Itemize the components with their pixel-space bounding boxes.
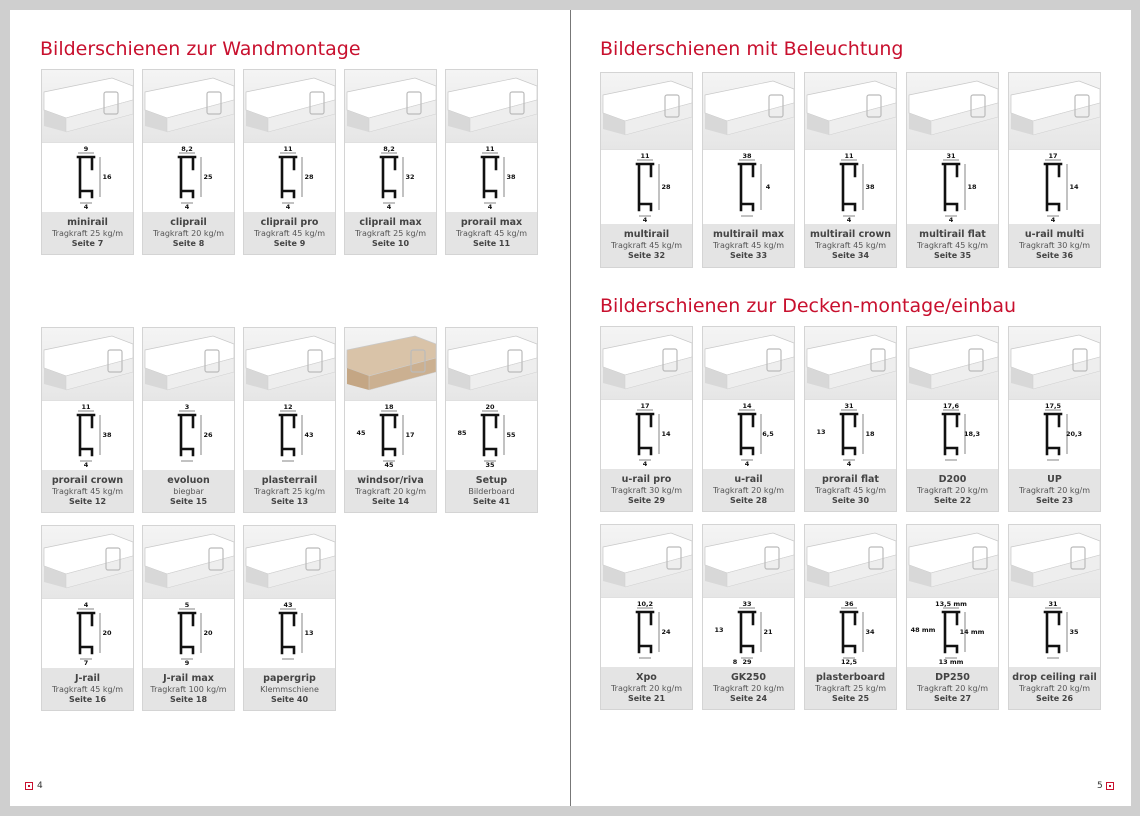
product-page-ref[interactable]: Seite 12 [68, 497, 107, 506]
product-load: Tragkraft 45 kg/m [916, 241, 989, 250]
right-page-title-lighting: Bilderschienen mit Beleuchtung [600, 38, 904, 60]
product-page-ref[interactable]: Seite 25 [831, 694, 870, 703]
product-name: prorail flat [822, 474, 879, 485]
product-page-ref[interactable]: Seite 41 [472, 497, 511, 506]
dimension-label: 4 [487, 203, 493, 211]
product-load: Tragkraft 25 kg/m [253, 487, 326, 496]
product-card[interactable] [41, 327, 134, 513]
product-label [805, 667, 896, 709]
dimension-label: 32 [405, 173, 415, 181]
product-photo [805, 525, 896, 597]
product-page-ref[interactable]: Seite 35 [933, 251, 972, 260]
product-page-ref[interactable]: Seite 28 [729, 496, 768, 505]
dimension-label: 9 [184, 659, 190, 667]
product-photo [143, 526, 234, 598]
dimension-label: 21 [763, 628, 773, 636]
dimension-label: 20 [102, 629, 112, 637]
dimension-label: 4 [765, 183, 771, 191]
product-card[interactable] [702, 72, 795, 268]
product-label [143, 470, 234, 512]
product-card[interactable] [804, 326, 897, 512]
dimension-label: 38 [865, 183, 875, 191]
product-label [244, 668, 335, 710]
product-name: multirail flat [919, 229, 986, 240]
product-card[interactable] [1008, 72, 1101, 268]
dimension-label: 8,2 [383, 145, 395, 153]
product-page-ref[interactable]: Seite 10 [371, 239, 410, 248]
dimension-label: 8 [732, 658, 738, 666]
product-photo [1009, 525, 1100, 597]
product-photo [42, 328, 133, 400]
product-page-ref[interactable]: Seite 14 [371, 497, 410, 506]
product-load: Bilderboard [468, 487, 515, 496]
profile-drawing [805, 149, 896, 226]
product-photo [244, 328, 335, 400]
product-card[interactable] [804, 524, 897, 710]
product-name: u-rail multi [1024, 229, 1085, 240]
product-card[interactable] [243, 327, 336, 513]
product-label [805, 224, 896, 267]
profile-drawing [601, 597, 692, 668]
product-photo [345, 328, 436, 400]
product-card[interactable] [445, 327, 538, 513]
dimension-label: 5 [184, 601, 190, 609]
product-page-ref[interactable]: Seite 36 [1035, 251, 1074, 260]
product-name: prorail crown [51, 475, 124, 486]
product-load: Tragkraft 25 kg/m [814, 684, 887, 693]
dimension-label: 18 [865, 430, 875, 438]
dimension-label: 85 [457, 429, 467, 437]
product-photo [143, 70, 234, 142]
product-photo [703, 327, 794, 399]
product-card[interactable] [243, 525, 336, 711]
dimension-label: 20,3 [1065, 430, 1083, 438]
product-name: cliprail [170, 217, 207, 228]
product-photo [601, 525, 692, 597]
product-label [446, 212, 537, 254]
product-load: Tragkraft 20 kg/m [712, 486, 785, 495]
product-load: Tragkraft 20 kg/m [712, 684, 785, 693]
product-label [703, 469, 794, 511]
product-photo [805, 327, 896, 399]
product-card[interactable] [445, 69, 538, 255]
profile-drawing [446, 400, 537, 471]
product-label [345, 470, 436, 512]
product-photo [345, 70, 436, 142]
dimension-label: 31 [844, 402, 854, 410]
product-card[interactable] [41, 525, 134, 711]
product-page-ref[interactable]: Seite 16 [68, 695, 107, 704]
product-page-ref[interactable]: Seite 33 [729, 251, 768, 260]
dimension-label: 12,5 [840, 658, 858, 666]
dimension-label: 4 [948, 216, 954, 224]
dimension-label: 38 [506, 173, 516, 181]
dimension-label: 33 [742, 600, 752, 608]
profile-drawing [345, 142, 436, 213]
product-name: plasterboard [815, 672, 885, 683]
product-photo [446, 70, 537, 142]
product-load: Tragkraft 30 kg/m [1018, 241, 1091, 250]
product-name: multirail [623, 229, 670, 240]
profile-drawing [244, 598, 335, 669]
product-card[interactable] [344, 327, 437, 513]
product-name: Xpo [636, 672, 657, 683]
product-name: prorail max [460, 217, 523, 228]
product-load: Tragkraft 20 kg/m [916, 684, 989, 693]
product-photo [805, 73, 896, 149]
product-label [907, 469, 998, 511]
product-page-ref[interactable]: Seite 9 [273, 239, 306, 248]
dimension-label: 17 [1048, 152, 1058, 160]
profile-drawing [42, 400, 133, 471]
dimension-label: 18,3 [963, 430, 981, 438]
product-name: DP250 [935, 672, 970, 683]
product-load: Tragkraft 20 kg/m [610, 684, 683, 693]
product-label [143, 212, 234, 254]
dimension-label: 26 [203, 431, 213, 439]
product-name: plasterrail [261, 475, 318, 486]
product-label [907, 224, 998, 267]
dimension-label: 36 [844, 600, 854, 608]
dimension-label: 17 [405, 431, 415, 439]
brand-logo-icon [1106, 782, 1114, 790]
product-name: minirail [67, 217, 108, 228]
dimension-label: 28 [661, 183, 671, 191]
dimension-label: 13 [304, 629, 314, 637]
profile-drawing [907, 399, 998, 470]
product-photo [446, 328, 537, 400]
product-card[interactable] [243, 69, 336, 255]
dimension-label: 45 [356, 429, 366, 437]
product-name: u-rail pro [621, 474, 672, 485]
dimension-label: 11 [640, 152, 650, 160]
dimension-label: 18 [967, 183, 977, 191]
product-card[interactable] [906, 524, 999, 710]
dimension-label: 38 [102, 431, 112, 439]
profile-drawing [143, 598, 234, 669]
product-load: Tragkraft 45 kg/m [51, 685, 124, 694]
product-name: u-rail [734, 474, 763, 485]
dimension-label: 10,2 [636, 600, 654, 608]
product-card[interactable] [702, 326, 795, 512]
product-label [703, 224, 794, 267]
product-photo [1009, 327, 1100, 399]
dimension-label: 14 [742, 402, 752, 410]
profile-drawing [703, 399, 794, 470]
dimension-label: 4 [744, 460, 750, 468]
product-load: Tragkraft 45 kg/m [610, 241, 683, 250]
product-photo [601, 73, 692, 149]
product-card[interactable] [906, 326, 999, 512]
product-page-ref[interactable]: Seite 24 [729, 694, 768, 703]
product-load: Tragkraft 20 kg/m [1018, 486, 1091, 495]
product-card[interactable] [142, 69, 235, 255]
dimension-label: 4 [285, 203, 291, 211]
product-page-ref[interactable]: Seite 29 [627, 496, 666, 505]
product-name: papergrip [263, 673, 316, 684]
product-card[interactable] [906, 72, 999, 268]
product-load: Tragkraft 45 kg/m [253, 229, 326, 238]
product-photo [42, 70, 133, 142]
product-photo [143, 328, 234, 400]
page-number-right: 5 [1097, 781, 1103, 791]
product-page-ref[interactable]: Seite 22 [933, 496, 972, 505]
product-photo [703, 73, 794, 149]
product-load: Klemmschiene [260, 685, 319, 694]
dimension-label: 4 [386, 203, 392, 211]
right-page-title-ceiling: Bilderschienen zur Decken-montage/einbau [600, 295, 1017, 317]
product-load: Tragkraft 100 kg/m [150, 685, 227, 694]
dimension-label: 55 [506, 431, 516, 439]
product-label [244, 212, 335, 254]
product-name: evoluon [167, 475, 210, 486]
dimension-label: 34 [865, 628, 875, 636]
product-load: biegbar [173, 487, 204, 496]
product-load: Tragkraft 30 kg/m [610, 486, 683, 495]
product-photo [601, 327, 692, 399]
dimension-label: 25 [203, 173, 213, 181]
dimension-label: 14 [1069, 183, 1079, 191]
dimension-label: 43 [304, 431, 314, 439]
dimension-label: 11 [283, 145, 293, 153]
dimension-label: 4 [83, 203, 89, 211]
product-page-ref[interactable]: Seite 18 [169, 695, 208, 704]
dimension-label: 11 [81, 403, 91, 411]
product-label [1009, 667, 1100, 709]
product-load: Tragkraft 20 kg/m [354, 487, 427, 496]
product-load: Tragkraft 45 kg/m [712, 241, 785, 250]
product-load: Tragkraft 45 kg/m [814, 241, 887, 250]
product-name: D200 [938, 474, 967, 485]
dimension-label: 24 [661, 628, 671, 636]
product-photo [244, 526, 335, 598]
product-load: Tragkraft 45 kg/m [455, 229, 528, 238]
dimension-label: 4 [846, 216, 852, 224]
dimension-label: 29 [742, 658, 752, 666]
dimension-label: 11 [485, 145, 495, 153]
dimension-label: 13 [816, 428, 826, 436]
profile-drawing [703, 597, 794, 668]
dimension-label: 4 [83, 461, 89, 469]
profile-drawing [1009, 597, 1100, 668]
product-page-ref[interactable]: Seite 32 [627, 251, 666, 260]
product-photo [244, 70, 335, 142]
product-card[interactable] [344, 69, 437, 255]
product-page-ref[interactable]: Seite 27 [933, 694, 972, 703]
product-load: Tragkraft 20 kg/m [152, 229, 225, 238]
product-photo [1009, 73, 1100, 149]
product-load: Tragkraft 45 kg/m [51, 487, 124, 496]
profile-drawing [1009, 149, 1100, 226]
dimension-label: 48 mm [910, 626, 936, 634]
product-label [805, 469, 896, 511]
product-photo [703, 525, 794, 597]
product-page-ref[interactable]: Seite 30 [831, 496, 870, 505]
dimension-label: 17 [640, 402, 650, 410]
dimension-label: 13,5 mm [935, 600, 967, 608]
dimension-label: 4 [642, 216, 648, 224]
product-page-ref[interactable]: Seite 15 [169, 497, 208, 506]
dimension-label: 45 [384, 461, 394, 469]
dimension-label: 13 [714, 626, 724, 634]
product-label [143, 668, 234, 710]
book-spine [570, 10, 571, 806]
profile-drawing [805, 597, 896, 668]
profile-drawing [42, 598, 133, 669]
product-name: J-rail max [163, 673, 214, 684]
product-name: GK250 [731, 672, 766, 683]
dimension-label: 20 [203, 629, 213, 637]
profile-drawing [42, 142, 133, 213]
dimension-label: 14 [661, 430, 671, 438]
dimension-label: 13 mm [938, 658, 964, 666]
dimension-label: 4 [1050, 216, 1056, 224]
profile-drawing [244, 142, 335, 213]
dimension-label: 16 [102, 173, 112, 181]
brand-logo-icon [25, 782, 33, 790]
product-page-ref[interactable]: Seite 13 [270, 497, 309, 506]
dimension-label: 4 [642, 460, 648, 468]
product-name: multirail max [712, 229, 785, 240]
profile-drawing [1009, 399, 1100, 470]
dimension-label: 35 [485, 461, 495, 469]
product-card[interactable] [142, 327, 235, 513]
product-card[interactable] [600, 72, 693, 268]
product-label [907, 667, 998, 709]
product-load: Tragkraft 25 kg/m [51, 229, 124, 238]
dimension-label: 8,2 [181, 145, 193, 153]
profile-drawing [805, 399, 896, 470]
product-card[interactable] [600, 326, 693, 512]
dimension-label: 6,5 [762, 430, 774, 438]
product-name: UP [1047, 474, 1062, 485]
dimension-label: 9 [83, 145, 89, 153]
product-page-ref[interactable]: Seite 34 [831, 251, 870, 260]
product-card[interactable] [142, 525, 235, 711]
product-card[interactable] [804, 72, 897, 268]
product-card[interactable] [41, 69, 134, 255]
left-page-title: Bilderschienen zur Wandmontage [40, 38, 361, 60]
dimension-label: 7 [83, 659, 89, 667]
dimension-label: 20 [485, 403, 495, 411]
dimension-label: 17,5 [1044, 402, 1062, 410]
dimension-label: 38 [742, 152, 752, 160]
product-label [42, 212, 133, 254]
product-name: windsor/riva [357, 475, 424, 486]
profile-drawing [446, 142, 537, 213]
profile-drawing [907, 149, 998, 226]
product-photo [907, 73, 998, 149]
product-label [1009, 224, 1100, 267]
dimension-label: 14 mm [959, 628, 985, 636]
product-page-ref[interactable]: Seite 26 [1035, 694, 1074, 703]
product-label [244, 470, 335, 512]
dimension-label: 35 [1069, 628, 1079, 636]
dimension-label: 4 [83, 601, 89, 609]
dimension-label: 4 [184, 203, 190, 211]
dimension-label: 31 [1048, 600, 1058, 608]
product-page-ref[interactable]: Seite 40 [270, 695, 309, 704]
product-name: drop ceiling rail [1012, 672, 1097, 683]
product-photo [907, 327, 998, 399]
product-name: Setup [475, 475, 508, 486]
product-label [601, 224, 692, 267]
product-card[interactable] [1008, 524, 1101, 710]
product-card[interactable] [702, 524, 795, 710]
product-label [601, 667, 692, 709]
product-load: Tragkraft 20 kg/m [1018, 684, 1091, 693]
dimension-label: 3 [184, 403, 190, 411]
profile-drawing [601, 149, 692, 226]
product-name: cliprail pro [260, 217, 319, 228]
product-name: cliprail max [359, 217, 422, 228]
product-load: Tragkraft 45 kg/m [814, 486, 887, 495]
dimension-label: 18 [384, 403, 394, 411]
profile-drawing [601, 399, 692, 470]
product-page-ref[interactable]: Seite 23 [1035, 496, 1074, 505]
dimension-label: 43 [283, 601, 293, 609]
product-label [1009, 469, 1100, 511]
product-label [446, 470, 537, 512]
dimension-label: 31 [946, 152, 956, 160]
product-card[interactable] [1008, 326, 1101, 512]
product-label [42, 668, 133, 710]
dimension-label: 12 [283, 403, 293, 411]
profile-drawing [703, 149, 794, 226]
product-name: multirail crown [809, 229, 891, 240]
profile-drawing [143, 400, 234, 471]
product-photo [907, 525, 998, 597]
product-label [703, 667, 794, 709]
dimension-label: 11 [844, 152, 854, 160]
product-card[interactable] [600, 524, 693, 710]
profile-drawing [345, 400, 436, 471]
dimension-label: 4 [846, 460, 852, 468]
product-label [601, 469, 692, 511]
product-photo [42, 526, 133, 598]
product-page-ref[interactable]: Seite 11 [472, 239, 511, 248]
product-page-ref[interactable]: Seite 8 [172, 239, 205, 248]
product-load: Tragkraft 20 kg/m [916, 486, 989, 495]
product-page-ref[interactable]: Seite 21 [627, 694, 666, 703]
product-page-ref[interactable]: Seite 7 [71, 239, 104, 248]
profile-drawing [244, 400, 335, 471]
profile-drawing [143, 142, 234, 213]
product-name: J-rail [74, 673, 101, 684]
product-label [42, 470, 133, 512]
profile-drawing [907, 597, 998, 668]
page-number-left: 4 [37, 781, 43, 791]
product-load: Tragkraft 25 kg/m [354, 229, 427, 238]
dimension-label: 17,6 [942, 402, 960, 410]
dimension-label: 28 [304, 173, 314, 181]
product-label [345, 212, 436, 254]
